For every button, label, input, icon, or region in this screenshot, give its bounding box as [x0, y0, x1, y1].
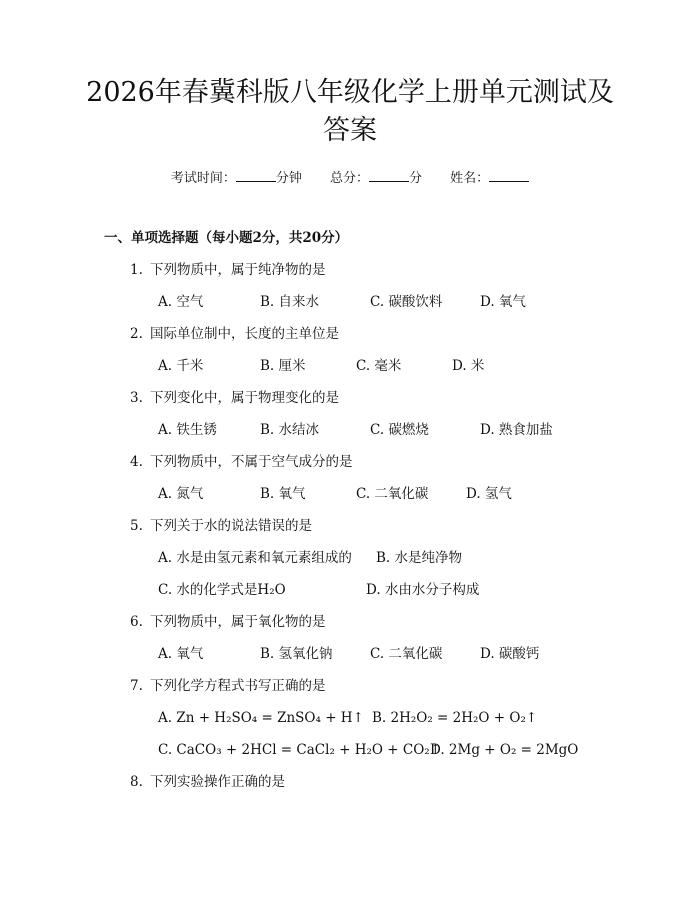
question-text: 下列实验操作正确的是: [150, 774, 285, 790]
student-name-field: [450, 168, 529, 189]
question-8: [130, 772, 285, 792]
option-b[interactable]: B. 氢氧化钠: [260, 646, 333, 662]
option-d[interactable]: D. 米: [452, 358, 485, 374]
option-b[interactable]: B. 厘米: [260, 358, 306, 374]
option-a[interactable]: A. 空气: [158, 294, 204, 310]
question-2: [130, 324, 339, 344]
question-text: 下列化学方程式书写正确的是: [150, 678, 326, 694]
option-b[interactable]: B. 水是纯净物: [376, 550, 463, 566]
option-b[interactable]: B. 自来水: [260, 294, 320, 310]
option-b[interactable]: B. 2H₂O₂ = 2H₂O + O₂↑: [372, 710, 538, 726]
student-name-label: 姓名：: [450, 171, 490, 186]
option-a[interactable]: A. Zn + H₂SO₄ = ZnSO₄ + H↑: [158, 710, 364, 726]
option-d[interactable]: D. 氢气: [466, 486, 512, 502]
exam-time-unit: 分钟: [275, 171, 302, 186]
option-b[interactable]: B. 水结冰: [260, 422, 320, 438]
exam-time-blank[interactable]: [236, 168, 276, 182]
option-c[interactable]: C. 碳燃烧: [370, 422, 429, 438]
question-number: 8.: [130, 774, 143, 790]
total-score-field: [330, 168, 422, 189]
question-number: 3.: [130, 390, 143, 406]
total-score-label: 总分：: [329, 171, 369, 186]
question-number: 5.: [130, 518, 143, 534]
question-text: 下列变化中，属于物理变化的是: [150, 390, 339, 406]
question-number: 2.: [130, 326, 143, 342]
option-a[interactable]: A. 水是由氢元素和氧元素组成的: [158, 550, 352, 566]
exam-time-label: 考试时间：: [170, 171, 236, 186]
section-heading: 一、单项选择题（每小题2分，共20分）: [104, 230, 349, 246]
option-a[interactable]: A. 铁生锈: [158, 422, 217, 438]
option-a[interactable]: A. 氧气: [158, 646, 204, 662]
option-d[interactable]: D. 氧气: [480, 294, 526, 310]
question-text: 下列物质中，属于氧化物的是: [150, 614, 326, 630]
question-text: 下列关于水的说法错误的是: [150, 518, 312, 534]
title-line-2: 答案: [323, 115, 377, 146]
option-c[interactable]: C. 碳酸饮料: [370, 294, 443, 310]
question-number: 6.: [130, 614, 143, 630]
student-name-blank[interactable]: [489, 168, 529, 182]
question-text: 下列物质中，不属于空气成分的是: [150, 454, 353, 470]
question-1: [130, 260, 326, 280]
option-d[interactable]: D. 碳酸钙: [480, 646, 540, 662]
option-d[interactable]: D. 熟食加盐: [480, 422, 553, 438]
total-score-unit: 分: [409, 171, 423, 186]
question-text: 国际单位制中，长度的主单位是: [150, 326, 339, 342]
option-c[interactable]: C. 二氧化碳: [370, 646, 443, 662]
document-title: [80, 74, 620, 150]
option-c[interactable]: C. 二氧化碳: [356, 486, 429, 502]
question-6: [130, 612, 326, 632]
question-4: [130, 452, 353, 472]
question-5: [130, 516, 312, 536]
question-3: [130, 388, 339, 408]
option-c[interactable]: C. 水的化学式是H₂O: [158, 582, 286, 598]
exam-time-field: [171, 168, 302, 189]
option-b[interactable]: B. 氧气: [260, 486, 306, 502]
option-d[interactable]: D. 水由水分子构成: [366, 582, 480, 598]
question-number: 4.: [130, 454, 143, 470]
question-7: [130, 676, 326, 696]
exam-info-line: [0, 168, 700, 189]
question-number: 7.: [130, 678, 143, 694]
question-text: 下列物质中，属于纯净物的是: [150, 262, 326, 278]
total-score-blank[interactable]: [369, 168, 409, 182]
option-c[interactable]: C. 毫米: [356, 358, 402, 374]
question-number: 1.: [130, 262, 143, 278]
option-c[interactable]: C. CaCO₃ + 2HCl = CaCl₂ + H₂O + CO₂↑: [158, 742, 442, 758]
option-a[interactable]: A. 千米: [158, 358, 204, 374]
option-d[interactable]: D. 2Mg + O₂ = 2MgO: [430, 742, 579, 758]
title-line-1: 2026年春冀科版八年级化学上册单元测试及: [86, 77, 614, 108]
option-a[interactable]: A. 氮气: [158, 486, 204, 502]
